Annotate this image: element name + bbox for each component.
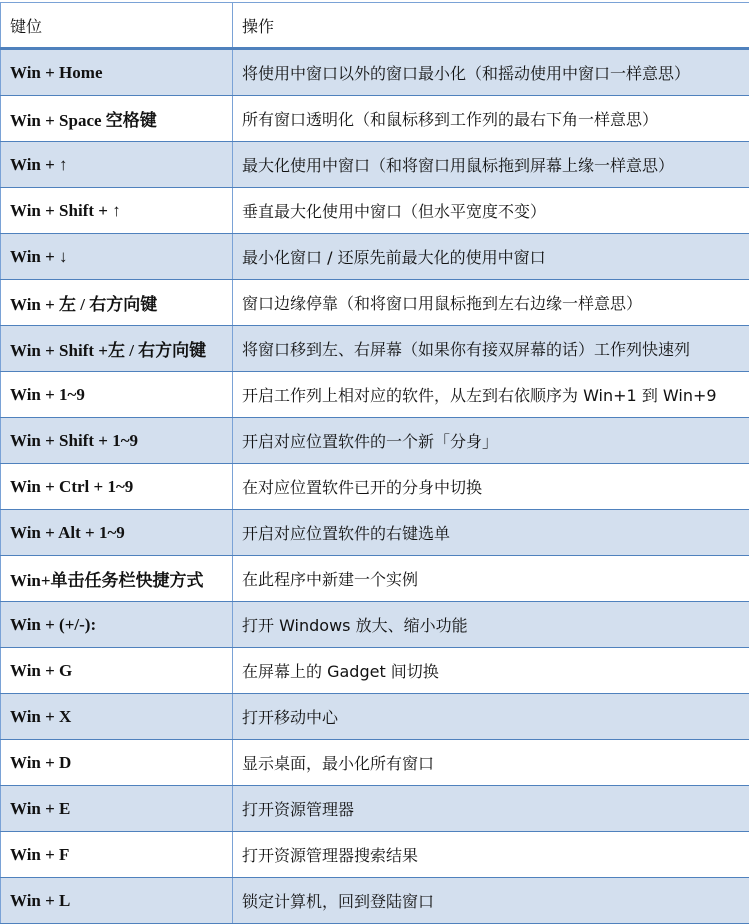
shortcut-key: Win + E bbox=[1, 786, 233, 832]
table-row bbox=[1, 188, 749, 234]
table-row bbox=[1, 510, 749, 556]
shortcut-key: Win + F bbox=[1, 832, 233, 878]
table-row bbox=[1, 234, 749, 280]
shortcut-action: 所有窗口透明化（和鼠标移到工作列的最右下角一样意思） bbox=[233, 96, 749, 142]
shortcut-key: Win + X bbox=[1, 694, 233, 740]
table-row bbox=[1, 786, 749, 832]
table-header bbox=[1, 3, 749, 49]
shortcut-key: Win + Alt + 1~9 bbox=[1, 510, 233, 556]
shortcut-key: Win + Shift + ↑ bbox=[1, 188, 233, 234]
shortcut-action: 将使用中窗口以外的窗口最小化（和摇动使用中窗口一样意思） bbox=[233, 49, 749, 96]
shortcut-key: Win + D bbox=[1, 740, 233, 786]
shortcut-action: 在此程序中新建一个实例 bbox=[233, 556, 749, 602]
table-row bbox=[1, 556, 749, 602]
shortcut-action: 窗口边缘停靠（和将窗口用鼠标拖到左右边缘一样意思） bbox=[233, 280, 749, 326]
shortcut-key: Win + Ctrl + 1~9 bbox=[1, 464, 233, 510]
header-action: 操作 bbox=[233, 3, 749, 49]
table-row bbox=[1, 464, 749, 510]
table-row bbox=[1, 96, 749, 142]
shortcut-action: 打开移动中心 bbox=[233, 694, 749, 740]
table-row bbox=[1, 49, 749, 96]
shortcut-action: 在对应位置软件已开的分身中切换 bbox=[233, 464, 749, 510]
shortcut-table bbox=[0, 2, 749, 924]
shortcut-key: Win + ↓ bbox=[1, 234, 233, 280]
shortcut-action: 开启对应位置软件的右键选单 bbox=[233, 510, 749, 556]
table-row bbox=[1, 878, 749, 924]
table-row bbox=[1, 832, 749, 878]
shortcut-action: 将窗口移到左、右屏幕（如果你有接双屏幕的话）工作列快速列 bbox=[233, 326, 749, 372]
shortcut-key: Win + Space 空格键 bbox=[1, 96, 233, 142]
shortcut-action: 开启工作列上相对应的软件，从左到右依顺序为 Win+1 到 Win+9 bbox=[233, 372, 749, 418]
shortcut-action: 打开资源管理器 bbox=[233, 786, 749, 832]
header-row bbox=[1, 3, 749, 49]
shortcut-key: Win + Home bbox=[1, 49, 233, 96]
shortcut-action: 打开资源管理器搜索结果 bbox=[233, 832, 749, 878]
shortcut-action: 打开 Windows 放大、缩小功能 bbox=[233, 602, 749, 648]
table-row bbox=[1, 694, 749, 740]
table-body bbox=[1, 49, 749, 924]
table-row bbox=[1, 372, 749, 418]
shortcut-action: 锁定计算机，回到登陆窗口 bbox=[233, 878, 749, 924]
shortcut-key: Win + (+/-): bbox=[1, 602, 233, 648]
table-row bbox=[1, 326, 749, 372]
table-row bbox=[1, 280, 749, 326]
shortcut-key: Win + L bbox=[1, 878, 233, 924]
shortcut-action: 在屏幕上的 Gadget 间切换 bbox=[233, 648, 749, 694]
header-key: 键位 bbox=[1, 3, 233, 49]
table-row bbox=[1, 602, 749, 648]
table-row bbox=[1, 648, 749, 694]
shortcut-action: 垂直最大化使用中窗口（但水平宽度不变） bbox=[233, 188, 749, 234]
table-row bbox=[1, 142, 749, 188]
shortcut-key: Win + ↑ bbox=[1, 142, 233, 188]
table-row bbox=[1, 740, 749, 786]
shortcut-key: Win + 1~9 bbox=[1, 372, 233, 418]
shortcut-action: 最小化窗口 / 还原先前最大化的使用中窗口 bbox=[233, 234, 749, 280]
shortcut-action: 开启对应位置软件的一个新「分身」 bbox=[233, 418, 749, 464]
shortcut-key: Win+单击任务栏快捷方式 bbox=[1, 556, 233, 602]
shortcut-action: 最大化使用中窗口（和将窗口用鼠标拖到屏幕上缘一样意思） bbox=[233, 142, 749, 188]
shortcut-key: Win + 左 / 右方向键 bbox=[1, 280, 233, 326]
table-row bbox=[1, 418, 749, 464]
shortcut-key: Win + Shift +左 / 右方向键 bbox=[1, 326, 233, 372]
shortcut-key: Win + G bbox=[1, 648, 233, 694]
shortcut-key: Win + Shift + 1~9 bbox=[1, 418, 233, 464]
shortcut-action: 显示桌面，最小化所有窗口 bbox=[233, 740, 749, 786]
